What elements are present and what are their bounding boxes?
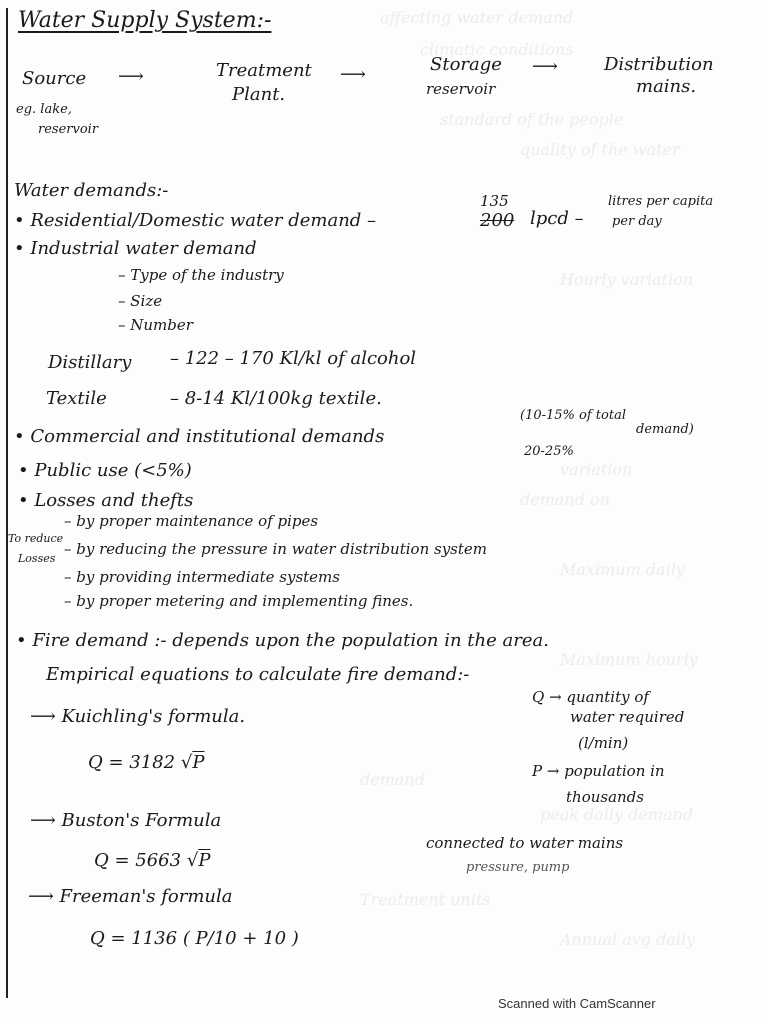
residential-demand: • Residential/Domestic water demand – [14,210,377,231]
bleed-through-text: standard of the people [440,110,624,129]
flow-source-example: eg. lake, [16,102,72,117]
kuichling-sqrt-arg: P [192,752,205,773]
textile-label: Textile [46,388,107,409]
page-title: Water Supply System:- [18,8,272,33]
demands-heading: Water demands:- [14,180,169,201]
kuichling-formula-name: ⟶ Kuichling's formula. [30,706,246,727]
buston-equation [94,850,210,871]
buston-formula-name: ⟶ Buston's Formula [30,810,222,831]
loss-item: – by proper maintenance of pipes [64,512,319,530]
q-definition-2: water required [570,708,685,726]
p-definition-2: thousands [566,788,644,806]
flow-distribution: Distribution [604,54,714,75]
kuichling-equation [88,752,204,773]
distillary-value: – 122 – 170 Kl/kl of alcohol [170,348,417,369]
lpcd-note-2: per day [612,214,662,229]
bleed-through-text: Annual avg daily [560,930,696,949]
bleed-through-text: Treatment units [360,890,491,909]
bleed-through-text: demand on [520,490,610,509]
reduce-losses-note: To reduce [8,532,64,545]
industry-size: – Size [118,292,163,310]
losses-thefts: • Losses and thefts [18,490,194,511]
arrow-icon: ⟶ [340,64,366,85]
loss-item: – by reducing the pressure in water distribution system [64,540,487,558]
flow-treatment-plant: Plant. [232,84,286,105]
connected-note-2: pressure, pump [466,860,570,875]
lpcd-note: litres per capita [608,194,714,209]
loss-item: – by providing intermediate systems [64,568,340,586]
flow-storage-reservoir: reservoir [426,80,496,98]
bleed-through-text: affecting water demand [380,8,574,27]
empirical-equations: Empirical equations to calculate fire demand:- [46,664,470,685]
bleed-through-text: climatic conditions [420,40,574,59]
distillary-label: Distillary [48,352,132,373]
sqrt-icon: √ [186,850,199,871]
bleed-through-text: Maximum daily [560,560,685,579]
industrial-demand: • Industrial water demand [14,238,257,259]
buston-sqrt-arg: P [198,850,211,871]
bleed-through-text: Hourly variation [560,270,694,289]
residential-old-value: 200 [480,210,515,231]
bleed-through-text: quality of the water [520,140,680,159]
commercial-note-3: 20-25% [524,444,574,459]
bleed-through-text: peak daily demand [540,805,694,824]
flow-storage: Storage [430,54,502,75]
sqrt-icon: √ [180,752,193,773]
residential-unit: lpcd – [530,208,584,229]
scanner-watermark: Scanned with CamScanner [498,996,656,1011]
loss-item: – by proper metering and implementing fines. [64,592,414,610]
kuichling-equation-lhs: Q = 3182 [88,752,176,773]
industry-number: – Number [118,316,193,334]
arrow-icon: ⟶ [118,66,144,87]
flow-distribution-mains: mains. [636,76,697,97]
fire-demand: • Fire demand :- depends upon the population in the area. [16,630,549,651]
flow-treatment: Treatment [216,60,312,81]
bleed-through-text: Maximum hourly [560,650,698,669]
flow-source-reservoir: reservoir [38,122,99,137]
public-use: • Public use (<5%) [18,460,192,481]
freeman-equation: Q = 1136 ( P/10 + 10 ) [90,928,299,949]
reduce-losses-note-2: Losses [18,552,56,565]
commercial-note: (10-15% of total [520,408,626,423]
residential-new-value: 135 [480,192,509,210]
margin-line [6,8,8,998]
industry-type: – Type of the industry [118,266,284,284]
bleed-through-text: demand [360,770,425,789]
q-definition: Q → quantity of [532,688,649,706]
flow-source: Source [22,68,87,89]
p-definition: P → population in [532,762,665,780]
bleed-through-text: variation [560,460,633,479]
connected-note: connected to water mains [426,834,624,852]
freeman-formula-name: ⟶ Freeman's formula [28,886,233,907]
q-definition-3: (l/min) [578,734,629,752]
textile-value: – 8-14 Kl/100kg textile. [170,388,382,409]
buston-equation-lhs: Q = 5663 [94,850,182,871]
commercial-note-2: demand) [636,422,694,437]
arrow-icon: ⟶ [532,56,558,77]
commercial-demand: • Commercial and institutional demands [14,426,385,447]
